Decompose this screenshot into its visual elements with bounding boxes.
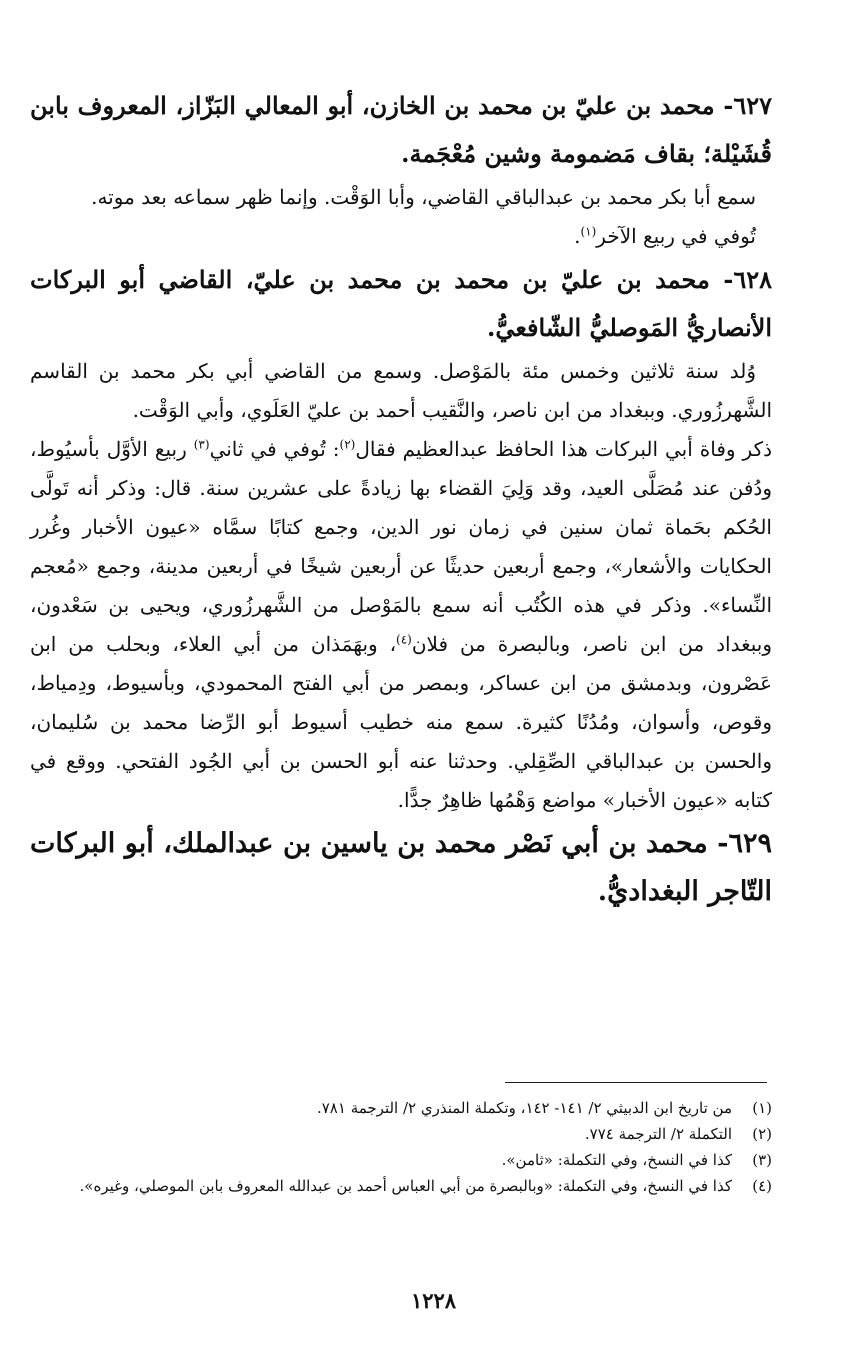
paragraph-text: : تُوفي في ثاني <box>209 437 340 461</box>
entry-paragraph: سمع أبا بكر محمد بن عبدالباقي القاضي، وأبا الوَقْت. وإنما ظهر سماعه بعد موته. <box>91 185 756 209</box>
footnote-text: التكملة ٢/ الترجمة ٧٧٤. <box>584 1125 732 1143</box>
footnote <box>60 1121 772 1147</box>
paragraph-text: ، وبهَمَذان من أبي العلاء، وبحلب من ابن عَصْرون، وبدمشق من ابن عساكر، وبمصر من أبي الفتح المحمودي، وبأسيوط، ودِمياط، وقوص، وأسوان، ومُدُنًا كثيرة. سمع منه خطيب أسيوط أبو الرِّضا محمد بن سُليمان، والحسن بن عبدالباقي الصِّقِلي. وحدثنا عنه أبو الحسن بن أبي الجُود الفتحي. ووقع في كتابه «عيون الأخبار» مواضع وَهْمُها ظاهِرٌ جدًّا. <box>30 632 772 812</box>
footnote-ref[interactable]: (٢) <box>339 437 356 452</box>
entry-paragraph <box>30 430 772 820</box>
footnote-text: كذا في النسخ، وفي التكملة: «ثامن». <box>501 1151 732 1169</box>
footnote <box>60 1147 772 1173</box>
footnote <box>60 1173 772 1199</box>
footnote-mark: (٣) <box>752 1151 772 1169</box>
footnote-text: كذا في النسخ، وفي التكملة: «وبالبصرة من أبي العباس أحمد بن عبدالله المعروف بابن الموصلي، وغيره». <box>79 1177 732 1195</box>
punctuation: . <box>574 224 581 248</box>
footnote-separator <box>505 1082 767 1083</box>
footnote <box>60 1095 772 1121</box>
entry-heading <box>30 256 772 352</box>
entry-number: ٦٢٩- <box>717 828 773 859</box>
entry-heading-text: محمد بن أبي نَصْر محمد بن ياسين بن عبدالملك، أبو البركات التّاجر البغداديُّ. <box>30 828 772 907</box>
entry-paragraph <box>30 217 772 256</box>
page-number: ١٢٢٨ <box>410 1288 457 1313</box>
entry-heading-text: محمد بن عليّ بن محمد بن الخازن، أبو المعالي البَزّاز، المعروف بابن قُشَيْلة؛ بقاف مَضمومة وشين مُعْجَمة. <box>30 91 772 168</box>
entry-number: ٦٢٧- <box>723 91 773 120</box>
footnote-mark: (٢) <box>752 1125 772 1143</box>
entry-heading <box>30 82 772 178</box>
main-text <box>30 82 772 916</box>
footnote-mark: (٤) <box>752 1177 772 1195</box>
footnote-text: من تاريخ ابن الدبيثي ٢/ ١٤١- ١٤٢، وتكملة المنذري ٢/ الترجمة ٧٨١. <box>316 1099 732 1117</box>
entry-paragraph: وُلد سنة ثلاثين وخمس مئة بالمَوْصل. وسمع من القاضي أبي بكر محمد بن القاسم الشَّهرزُوري. وببغداد من ابن ناصر، والنَّقيب أحمد بن عليّ العَلَوي، وأبي الوَقْت. <box>30 359 772 422</box>
paragraph-text: ربيع الأوَّل بأسيُوط، ودُفن عند مُصَلَّى العيد، وقد وَلِيَ القضاء بها زيادةً على عشرين سنة. قال: وذكر أنه تَولَّى الحُكم بحَماة ثمان سنين في زمان نور الدين، وجمع كتابًا سمَّاه «عيون الأخبار وغُرر الحكايات والأشعار»، وجمع أربعين حديثًا عن أربعين شيخًا في أربعين مدينة، وجمع «مُعجم النِّساء». وذكر في هذه الكُتُب أنه سمع بالمَوْصل من الشَّهرزُوري، ويحيى بن سَعْدون، وببغداد من ابن ناصر، وبالبصرة من فلان <box>30 437 772 656</box>
footnotes <box>60 1095 772 1199</box>
death-note: تُوفي في ربيع الآخر <box>596 224 756 248</box>
entry-heading-text: محمد بن عليّ بن محمد بن محمد بن عليّ، القاضي أبو البركات الأنصاريُّ المَوصليُّ الشّافعيُّ. <box>30 265 772 342</box>
entry-number: ٦٢٨- <box>723 265 773 294</box>
paragraph-text: ذكر وفاة أبي البركات هذا الحافظ عبدالعظيم فقال <box>355 437 772 461</box>
footnote-ref[interactable]: (١) <box>580 224 597 239</box>
footnote-ref[interactable]: (٤) <box>396 632 412 647</box>
footnote-ref[interactable]: (٣) <box>193 437 210 452</box>
footnote-mark: (١) <box>752 1099 772 1117</box>
entry-heading <box>30 820 772 916</box>
